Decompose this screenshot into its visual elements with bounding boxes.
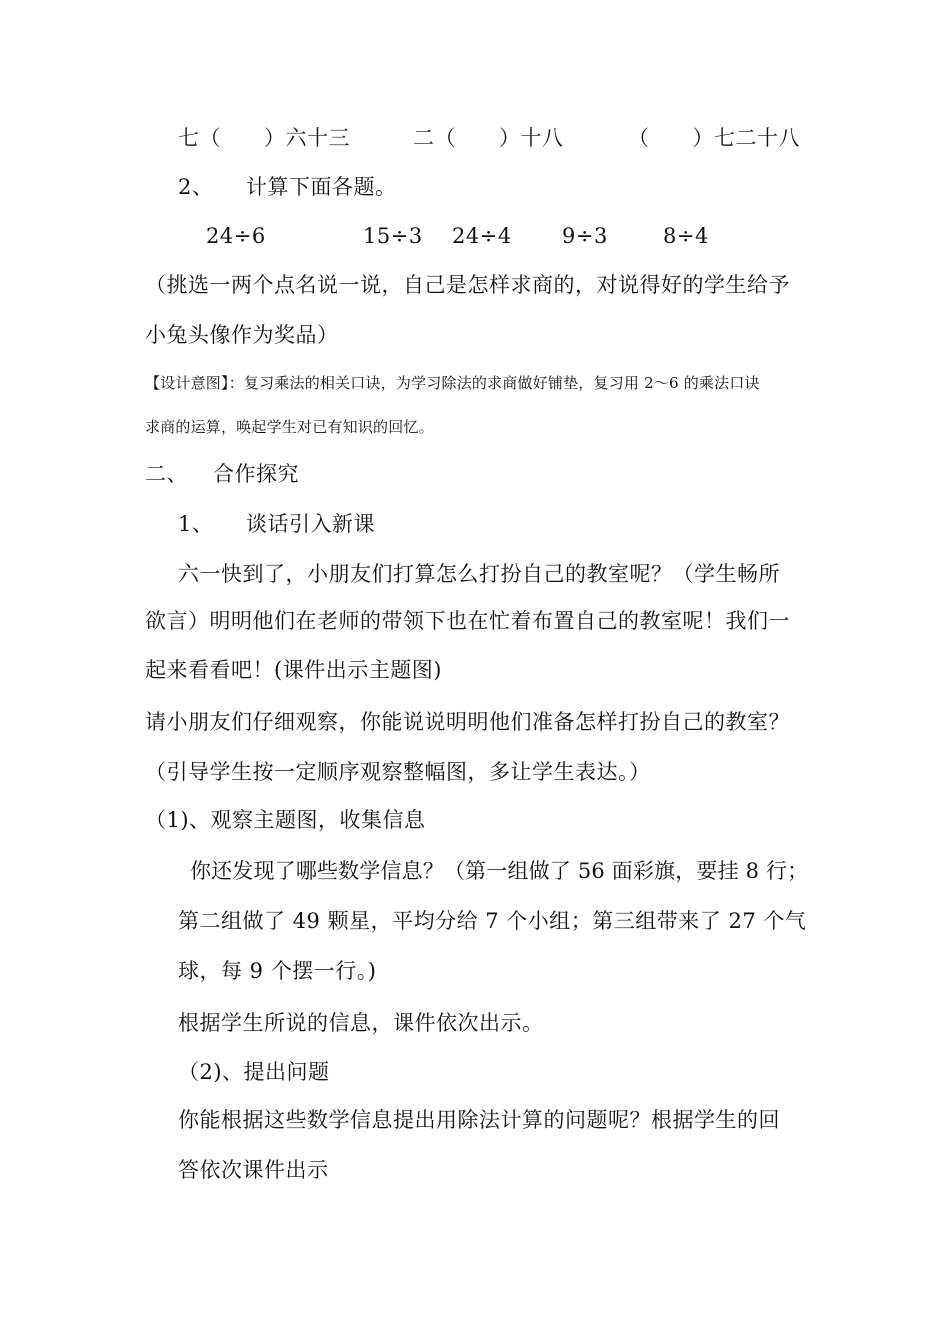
step-1-heading: （1)、观察主题图，收集信息 (145, 808, 426, 832)
fill-in-item-2: 二（ ）十八 (413, 126, 564, 150)
question-2-heading (0, 173, 950, 201)
division-problems-row (0, 222, 950, 250)
division-problem: 9÷3 (562, 224, 608, 248)
section-2-number: 二、 (145, 462, 188, 486)
question-prompt-line-1: 你能根据这些数学信息提出用除法计算的问题呢？根据学生的回 (178, 1108, 780, 1132)
intro-paragraph-line-1: 六一快到了，小朋友们打算怎么打扮自己的教室呢？（学生畅所 (178, 562, 780, 586)
division-problem: 15÷3 (363, 224, 423, 248)
design-intent-line-1: 【设计意图】：复习乘法的相关口诀，为学习除法的求商做好铺垫，复习用 2～6 的乘法口诀 (145, 374, 760, 392)
section-2-heading (0, 460, 950, 488)
step-2-heading: （2)、提出问题 (178, 1060, 330, 1084)
courseware-note: 根据学生所说的信息，课件依次出示。 (178, 1011, 544, 1035)
design-intent-line-2: 求商的运算，唤起学生对已有知识的回忆。 (145, 418, 434, 436)
math-info-line-2: 第二组做了 49 颗星，平均分给 7 个小组；第三组带来了 27 个气 (178, 909, 807, 933)
fill-in-item-1: 七（ ）六十三 (178, 126, 350, 150)
math-info-line-1: 你还发现了哪些数学信息？（第一组做了 56 面彩旗，要挂 8 行； (190, 859, 809, 883)
division-problem: 24÷4 (452, 224, 512, 248)
observation-prompt: 请小朋友们仔细观察，你能说说明明他们准备怎样打扮自己的教室？ (145, 710, 790, 734)
section-2-title: 合作探究 (213, 462, 299, 486)
question-prompt-line-2: 答依次课件出示 (178, 1158, 329, 1182)
teacher-note-line-2: 小兔头像作为奖品） (145, 323, 339, 347)
intro-paragraph-line-3: 起来看看吧！(课件出示主题图) (145, 658, 442, 682)
subsection-1-title: 谈话引入新课 (246, 512, 375, 536)
division-problem: 24÷6 (206, 224, 266, 248)
question-2-number: 2、 (178, 175, 214, 199)
question-2-title: 计算下面各题。 (246, 175, 397, 199)
division-problem: 8÷4 (663, 224, 709, 248)
guidance-note: （引导学生按一定顺序观察整幅图，多让学生表达。） (145, 760, 651, 784)
fill-in-row (0, 124, 950, 152)
intro-paragraph-line-2: 欲言）明明他们在老师的带领下也在忙着布置自己的教室呢！我们一 (145, 609, 790, 633)
teacher-note-line-1: （挑选一两个点名说一说，自己是怎样求商的，对说得好的学生给予 (145, 273, 790, 297)
subsection-1-heading (0, 510, 950, 538)
fill-in-item-3: （ ）七二十八 (628, 126, 800, 150)
math-info-line-3: 球，每 9 个摆一行。) (178, 959, 377, 983)
subsection-1-number: 1、 (178, 512, 214, 536)
